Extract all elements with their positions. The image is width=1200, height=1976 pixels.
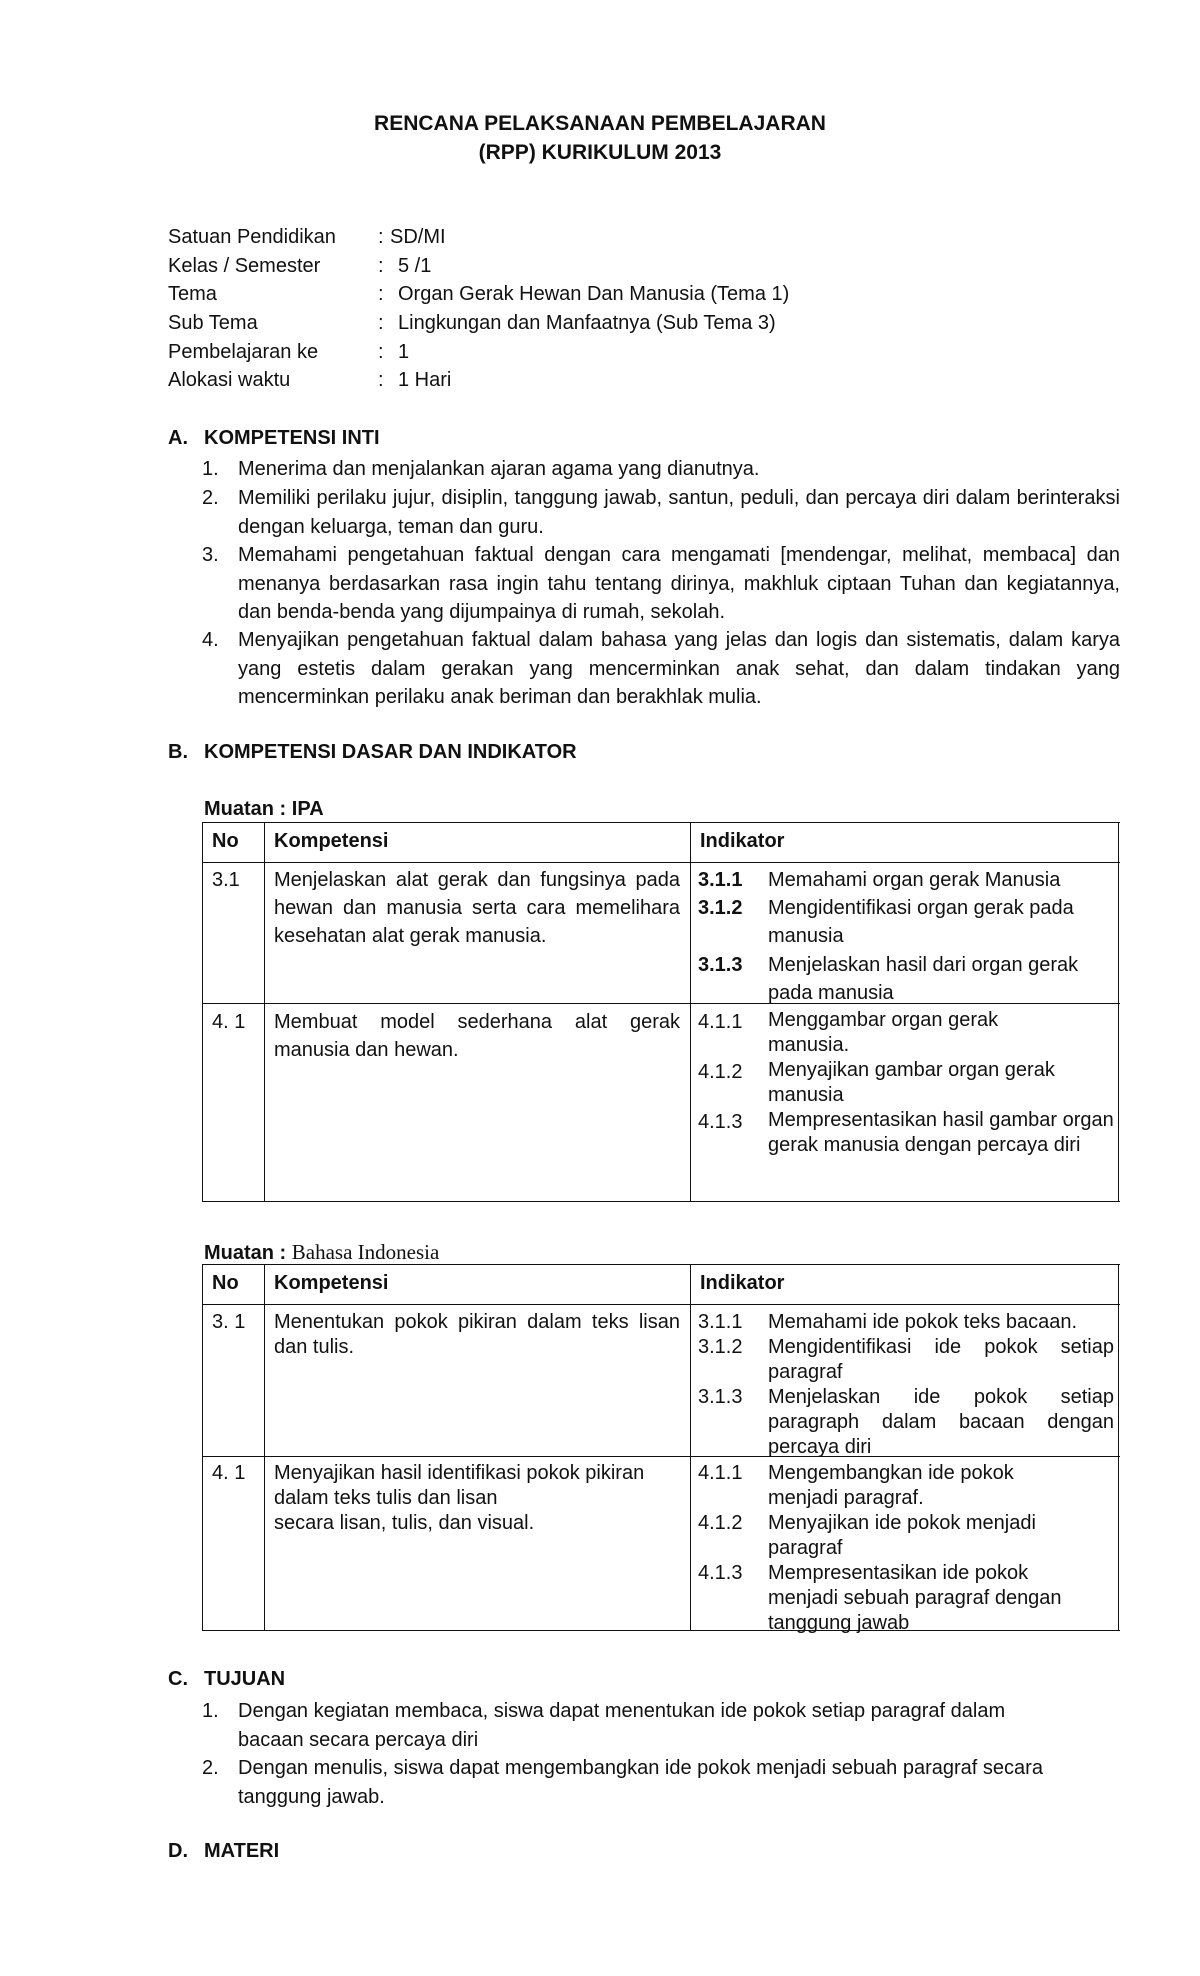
table-cell-no: 3. 1 bbox=[212, 1311, 246, 1333]
table-border bbox=[690, 822, 691, 1202]
indikator-text: Mengidentifikasi organ gerak pada manusia bbox=[768, 897, 1074, 947]
indikator-code: 4.1.3 bbox=[698, 1562, 743, 1584]
identity-value: 1 Hari bbox=[398, 369, 452, 391]
table-cell-no: 4. 1 bbox=[212, 1462, 246, 1484]
list-number: 1. bbox=[202, 1700, 219, 1722]
muatan-value: IPA bbox=[291, 798, 324, 820]
identity-label: Pembelajaran ke bbox=[168, 341, 319, 363]
list-text: Dengan kegiatan membaca, siswa dapat menentukan ide pokok setiap paragraf dalam bacaan secara percaya diri bbox=[238, 1700, 1006, 1751]
indikator-code: 3.1.3 bbox=[698, 954, 743, 976]
table-border bbox=[1118, 822, 1119, 1202]
identity-label: Sub Tema bbox=[168, 312, 258, 334]
muatan-label: Muatan : bbox=[204, 1242, 287, 1264]
indikator-text: Memahami organ gerak Manusia bbox=[768, 869, 1061, 891]
muatan-ipa-label bbox=[204, 798, 324, 821]
table-border bbox=[202, 1264, 203, 1631]
section-title: TUJUAN bbox=[204, 1668, 286, 1690]
table-border bbox=[264, 1264, 265, 1631]
list-number: 4. bbox=[202, 629, 219, 651]
table-header-indikator: Indikator bbox=[700, 830, 785, 852]
table-cell-kompetensi: Menjelaskan alat gerak dan fungsinya pada hewan dan manusia serta cara memelihara kesehatan alat gerak manusia. bbox=[274, 869, 680, 947]
indikator-code: 3.1.3 bbox=[698, 1386, 743, 1408]
identity-colon: : bbox=[378, 369, 384, 391]
muatan-value: Bahasa Indonesia bbox=[291, 1240, 440, 1264]
list-text: Menerima dan menjalankan ajaran agama yang dianutnya. bbox=[238, 458, 760, 480]
table-cell-kompetensi: Membuat model sederhana alat gerak manusia dan hewan. bbox=[274, 1011, 680, 1061]
document-title-line1: RENCANA PELAKSANAAN PEMBELAJARAN bbox=[374, 112, 826, 135]
table-header-indikator: Indikator bbox=[700, 1272, 785, 1294]
table-border bbox=[202, 822, 203, 1202]
table-border bbox=[264, 822, 265, 1202]
section-letter: A. bbox=[168, 427, 188, 449]
identity-label: Satuan Pendidikan bbox=[168, 226, 336, 248]
list-number: 2. bbox=[202, 1757, 219, 1779]
section-title: KOMPETENSI INTI bbox=[204, 427, 380, 449]
table-border bbox=[690, 1264, 691, 1631]
indikator-text: Mempresentasikan ide pokok menjadi sebuah paragraf dengan tanggung jawab bbox=[768, 1562, 1062, 1634]
identity-value: Lingkungan dan Manfaatnya (Sub Tema 3) bbox=[398, 312, 776, 334]
table-header-no: No bbox=[212, 1272, 239, 1294]
indikator-code: 4.1.1 bbox=[698, 1011, 743, 1033]
table-border bbox=[202, 862, 1120, 863]
indikator-code: 4.1.2 bbox=[698, 1061, 743, 1083]
list-text: Memahami pengetahuan faktual dengan cara mengamati [mendengar, melihat, membaca] dan menanya berdasarkan rasa ingin tahu tentang dirinya, makhluk ciptaan Tuhan dan kegiatannya, dan benda-benda yang dijumpainya di rumah, sekolah. bbox=[238, 544, 1120, 623]
identity-label: Alokasi waktu bbox=[168, 369, 291, 391]
identity-colon: : bbox=[378, 341, 384, 363]
indikator-code: 3.1.1 bbox=[698, 869, 743, 891]
table-header-no: No bbox=[212, 830, 239, 852]
indikator-code: 3.1.2 bbox=[698, 897, 743, 919]
kompetensi-line: Menyajikan hasil identifikasi pokok pikiran dalam teks tulis dan lisan bbox=[274, 1462, 645, 1509]
table-header-kompetensi: Kompetensi bbox=[274, 1272, 389, 1294]
list-text: Memiliki perilaku jujur, disiplin, tanggung jawab, santun, peduli, dan percaya diri dalam berinteraksi dengan keluarga, teman dan guru. bbox=[238, 487, 1120, 538]
muatan-bi-label bbox=[204, 1240, 439, 1265]
indikator-code: 4.1.3 bbox=[698, 1111, 743, 1133]
section-letter: C. bbox=[168, 1668, 188, 1690]
document-title-line2: (RPP) KURIKULUM 2013 bbox=[478, 141, 722, 164]
indikator-text: Menyajikan gambar organ gerak manusia bbox=[768, 1059, 1055, 1106]
indikator-text: Mengembangkan ide pokok menjadi paragraf. bbox=[768, 1462, 1014, 1509]
identity-value: SD/MI bbox=[390, 226, 446, 248]
section-title: KOMPETENSI DASAR DAN INDIKATOR bbox=[204, 741, 577, 763]
identity-colon: : bbox=[378, 312, 384, 334]
section-title: MATERI bbox=[204, 1840, 280, 1862]
indikator-code: 4.1.2 bbox=[698, 1512, 743, 1534]
identity-label: Kelas / Semester bbox=[168, 255, 321, 277]
indikator-code: 3.1.1 bbox=[698, 1311, 743, 1333]
section-letter: D. bbox=[168, 1840, 188, 1862]
identity-colon: : bbox=[378, 226, 384, 248]
identity-value: Organ Gerak Hewan Dan Manusia (Tema 1) bbox=[398, 283, 790, 305]
indikator-text: Mengidentifikasi ide pokok setiap paragraf bbox=[768, 1336, 1114, 1383]
table-border bbox=[202, 1304, 1120, 1305]
list-number: 3. bbox=[202, 544, 219, 566]
list-text: Menyajikan pengetahuan faktual dalam bahasa yang jelas dan logis dan sistematis, dalam karya yang estetis dalam gerakan yang mencerminkan anak sehat, dan dalam tindakan yang mencerminkan perilaku anak beriman dan berakhlak mulia. bbox=[238, 629, 1120, 708]
indikator-code: 3.1.2 bbox=[698, 1336, 743, 1358]
indikator-text: Mempresentasikan hasil gambar organ gerak manusia dengan percaya diri bbox=[768, 1109, 1114, 1156]
table-border bbox=[202, 1201, 1120, 1202]
identity-label: Tema bbox=[168, 283, 217, 305]
table-border bbox=[202, 822, 1120, 823]
table-header-kompetensi: Kompetensi bbox=[274, 830, 389, 852]
table-border bbox=[1118, 1264, 1119, 1631]
table-border bbox=[202, 1264, 1120, 1265]
indikator-text: Menggambar organ gerak manusia. bbox=[768, 1009, 999, 1056]
identity-colon: : bbox=[378, 283, 384, 305]
section-letter: B. bbox=[168, 741, 188, 763]
list-number: 2. bbox=[202, 487, 219, 509]
table-cell-kompetensi: Menentukan pokok pikiran dalam teks lisan dan tulis. bbox=[274, 1311, 680, 1358]
list-text: Dengan menulis, siswa dapat mengembangkan ide pokok menjadi sebuah paragraf secara tanggung jawab. bbox=[238, 1757, 1043, 1808]
identity-value: 5 /1 bbox=[398, 255, 432, 277]
indikator-text: Memahami ide pokok teks bacaan. bbox=[768, 1311, 1078, 1333]
list-number: 1. bbox=[202, 458, 219, 480]
identity-colon: : bbox=[378, 255, 384, 277]
indikator-code: 4.1.1 bbox=[698, 1462, 743, 1484]
indikator-text: Menyajikan ide pokok menjadi paragraf bbox=[768, 1512, 1036, 1559]
table-cell-no: 4. 1 bbox=[212, 1011, 246, 1033]
indikator-text: Menjelaskan hasil dari organ gerak pada manusia bbox=[768, 954, 1079, 1004]
table-cell-kompetensi bbox=[274, 1461, 686, 1536]
table-cell-no: 3.1 bbox=[212, 869, 240, 891]
kompetensi-line: secara lisan, tulis, dan visual. bbox=[274, 1512, 535, 1534]
indikator-text: Menjelaskan ide pokok setiap paragraph dalam bacaan dengan percaya diri bbox=[768, 1386, 1114, 1458]
muatan-label: Muatan : bbox=[204, 798, 287, 820]
identity-value: 1 bbox=[398, 341, 410, 363]
